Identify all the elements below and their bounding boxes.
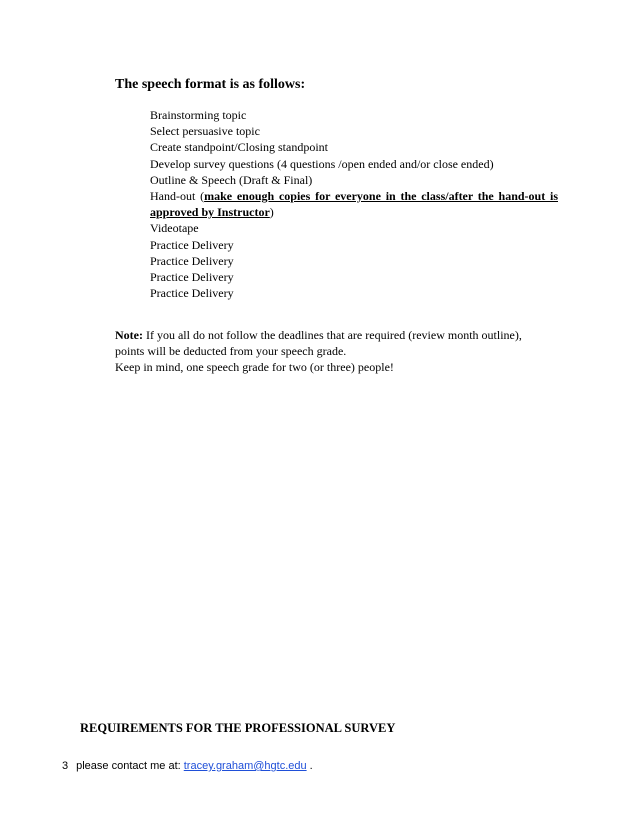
note-block	[115, 327, 545, 376]
list-item: Develop survey questions (4 questions /open ended and/or close ended)	[150, 156, 494, 171]
list-item: Create standpoint/Closing standpoint	[150, 140, 328, 155]
list-item-handout	[150, 188, 558, 220]
note-label: Note:	[115, 328, 143, 342]
handout-emphasis-1: make enough copies for everyone in the class/after the hand-out is	[204, 189, 558, 204]
page-number: 3	[62, 760, 69, 772]
list-item: Select persuasive topic	[150, 124, 260, 139]
list-item: Practice Delivery	[150, 237, 234, 252]
note-line-2: points will be deducted from your speech grade.	[115, 344, 347, 359]
list-item: Videotape	[150, 221, 199, 236]
list-item: Outline & Speech (Draft & Final)	[150, 172, 313, 187]
list-item: Practice Delivery	[150, 270, 234, 285]
list-item: Brainstorming topic	[150, 108, 247, 122]
handout-prefix: Hand-out (	[150, 189, 205, 204]
speech-format-list	[150, 107, 558, 301]
list-item: Practice Delivery	[150, 286, 234, 301]
survey-requirements-heading: REQUIREMENTS FOR THE PROFESSIONAL SURVEY	[80, 721, 396, 735]
note-text-1: If you all do not follow the deadlines that are required (review month outline),	[142, 328, 522, 342]
footer-suffix: .	[306, 760, 313, 772]
note-line-3: Keep in mind, one speech grade for two (or three) people!	[115, 360, 394, 375]
speech-format-heading: The speech format is as follows:	[115, 77, 306, 92]
handout-line-1	[150, 188, 558, 204]
page-footer	[62, 759, 313, 773]
email-link[interactable]: tracey.graham@hgtc.edu	[183, 760, 307, 772]
handout-line-2	[150, 205, 274, 219]
handout-suffix: )	[269, 205, 274, 220]
list-item: Practice Delivery	[150, 253, 234, 268]
contact-prefix: please contact me at:	[76, 760, 184, 772]
handout-emphasis-2: approved by Instructor	[150, 205, 270, 220]
note-line-1	[115, 327, 545, 343]
